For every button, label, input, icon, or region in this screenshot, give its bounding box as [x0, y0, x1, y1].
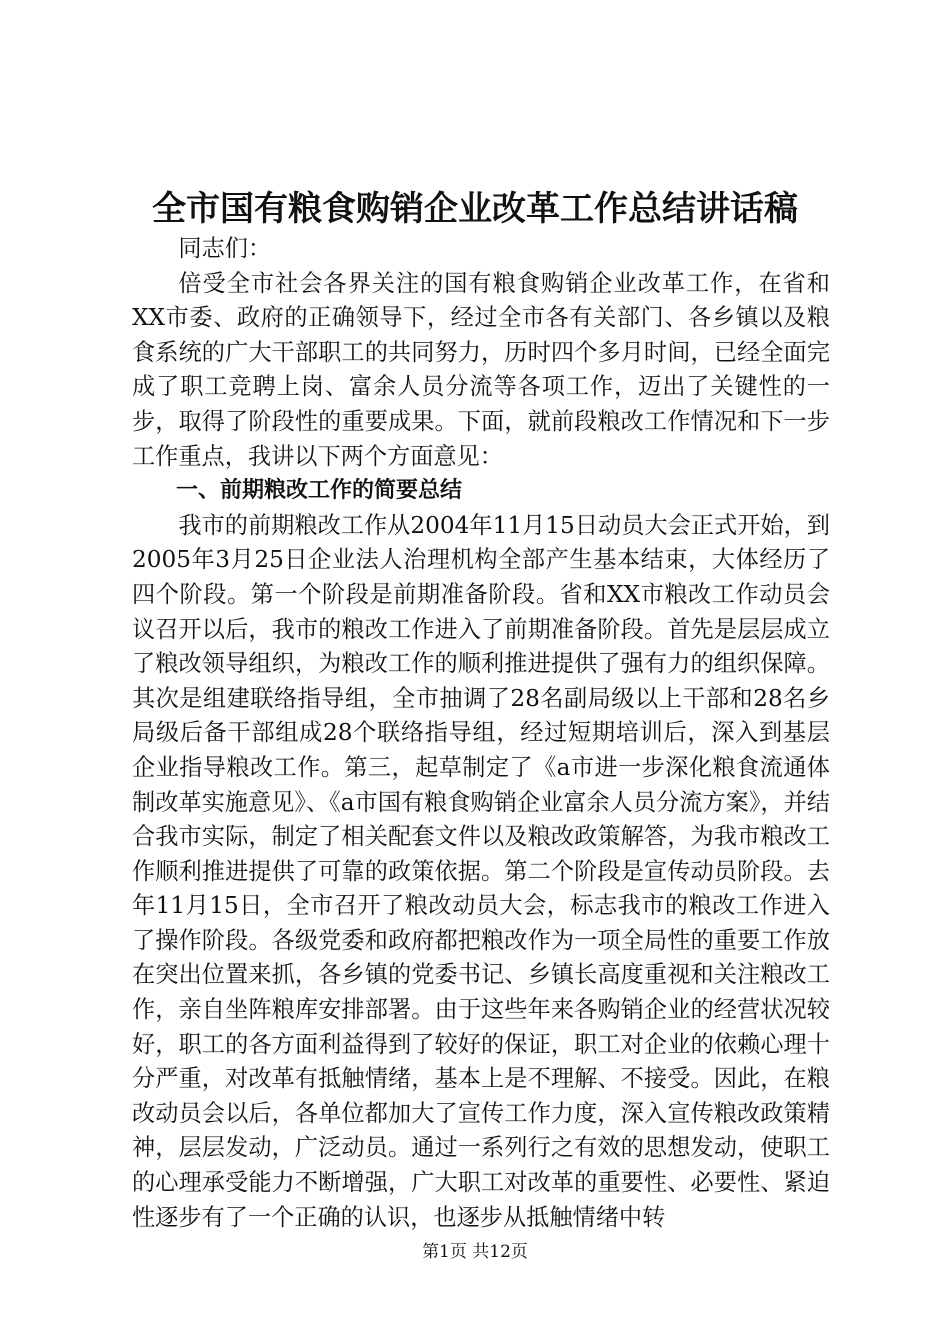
document-body: [132, 232, 830, 1235]
document-title: 全市国有粮食购销企业改革工作总结讲话稿: [152, 189, 798, 229]
section-heading: 一、前期粮改工作的简要总结: [176, 478, 463, 504]
salutation: 同志们：: [178, 235, 272, 262]
paragraph-intro: 倍受全市社会各界关注的国有粮食购销企业改革工作，在省和XX市委、政府的正确领导下，经过全市各有关部门、各乡镇以及粮食系统的广大干部职工的共同努力，历时四个多月时间，已经全面完成了职工竞聘上岗、富余人员分流等各项工作，迈出了关键性的一步，取得了阶段性的重要成果。下面，就前段粮改工作情况和下一步工作重点，我讲以下两个方面意见：: [132, 269, 830, 470]
paragraph-summary: 我市的前期粮改工作从2004年11月15日动员大会正式开始，到2005年3月25日企业法人治理机构全部产生基本结束，大体经历了四个阶段。第一个阶段是前期准备阶段。省和XX市粮改工作动员会议召开以后，我市的粮改工作进入了前期准备阶段。首先是层层成立了粮改领导组织，为粮改工作的顺利推进提供了强有力的组织保障。其次是组建联络指导组，全市抽调了28名副局级以上干部和28名乡局级后备干部组成28个联络指导组，经过短期培训后，深入到基层企业指导粮改工作。第三，起草制定了《a市进一步深化粮食流通体制改革实施意见》、《a市国有粮食购销企业富余人员分流方案》，并结合我市实际，制定了相关配套文件以及粮改政策解答，为我市粮改工作顺利推进提供了可靠的政策依据。第二个阶段是宣传动员阶段。去年11月15日，全市召开了粮改动员大会，标志我市的粮改工作进入了操作阶段。各级党委和政府都把粮改作为一项全局性的重要工作放在突出位置来抓，各乡镇的党委书记、乡镇长高度重视和关注粮改工作，亲自坐阵粮库安排部署。由于这些年来各购销企业的经营状况较好，职工的各方面利益得到了较好的保证，职工对企业的依赖心理十分严重，对改革有抵触情绪，基本上是不理解、不接受。因此，在粮改动员会以后，各单位都加大了宣传工作力度，深入宣传粮改政策精神，层层发动，广泛动员。通过一系列行之有效的思想发动，使职工的心理承受能力不断增强，广大职工对改革的重要性、必要性、紧迫性逐步有了一个正确的认识，也逐步从抵触情绪中转: [132, 511, 830, 1231]
page-number: 第1页 共12页: [422, 1242, 528, 1262]
